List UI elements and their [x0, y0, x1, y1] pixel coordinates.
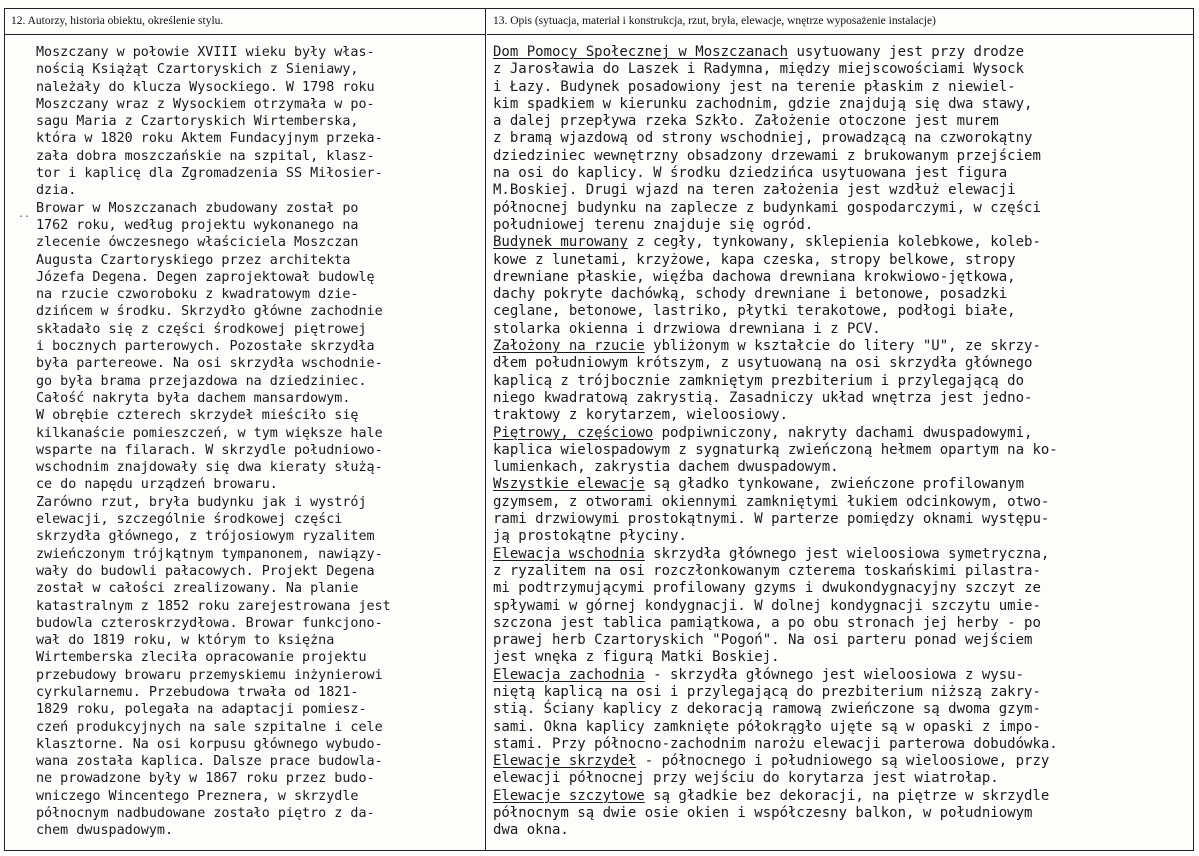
line-text: dwa okna.: [493, 822, 569, 839]
text-line: sagu Maria z Czartoryskich Wirtemberska,: [36, 114, 359, 130]
text-line: [493, 822, 1193, 839]
underlined-heading: Dom Pomocy Społecznej w Moszczanach: [493, 44, 789, 60]
text-line: [493, 79, 1193, 96]
text-line: nością Książąt Czartoryskich z Sieniawy,: [36, 62, 359, 78]
text-line: dzia.: [36, 183, 77, 199]
line-text: gzymsem, z otworami okiennymi zamkniętymi łukiem odcinkowym, otwo-: [493, 493, 1050, 510]
underlined-heading: Piętrowy, częściowo: [493, 424, 654, 441]
line-text: prawej herb Czartoryskich "Pogoń". Na osi parteru ponad wejściem: [493, 632, 1033, 649]
text-line: Zarówno rzut, bryła budynku jak i wystrój: [36, 494, 367, 510]
text-line: [493, 165, 1193, 182]
text-line: [493, 805, 1193, 822]
text-line: czeń produkcyjnych na sale szpitalne i cele: [36, 719, 383, 735]
text-line: zała dobra moszczańskie na szpital, klasz-: [36, 148, 375, 164]
line-text: i Łazy. Budynek posadowiony jest na terenie płaskim z niewiel-: [493, 78, 1016, 95]
margin-mark: ..: [18, 209, 31, 220]
text-line: [493, 788, 1193, 805]
line-text: kowe z lunetami, krzyżowe, kapa czeska, stropy belkowe, stropy: [493, 251, 1016, 268]
text-line: [493, 200, 1193, 217]
underlined-heading: Elewacje skrzydeł: [493, 753, 637, 770]
text-line: wał do 1819 roku, w którym to księżna: [36, 633, 335, 649]
line-text: rami drzwiowymi prostokątnymi. W parterze pomiędzy oknami występu-: [493, 511, 1050, 528]
text-line: [493, 770, 1193, 787]
text-line: dzińcem w środku. Skrzydło główne zachodnie: [36, 304, 383, 320]
line-text: podpiwniczony, nakryty dachami dwuspadowymi,: [653, 424, 1033, 441]
text-line: budowla czteroskrzydłowa. Browar funkcjono-: [36, 615, 383, 631]
line-text: południowej terenu znajduje się ogród.: [493, 216, 814, 233]
text-line: katastralnym z 1852 roku zarejestrowana jest: [36, 598, 391, 614]
text-line: [493, 753, 1193, 770]
text-line: [493, 476, 1193, 493]
description-text: [493, 44, 1193, 844]
underlined-heading: Założony na rzucie: [493, 338, 645, 355]
text-line: ce do napędu urządzeń browaru.: [36, 477, 278, 493]
text-line: [493, 252, 1193, 269]
text-line: ne prowadzone były w 1867 roku przez budo-: [36, 771, 375, 787]
text-line: [493, 182, 1193, 199]
text-line: [493, 355, 1193, 372]
text-line: północnym nadbudowane zostało piętro z da-: [36, 806, 375, 822]
text-line: [493, 546, 1193, 563]
line-text: stią. Ściany kaplicy z dekoracją ramową zwieńczone są dwoma gzym-: [493, 701, 1041, 718]
line-text: dziedziniec wewnętrzny obsadzony drzewami z brukowanym przejściem: [493, 147, 1041, 164]
text-line: [493, 373, 1193, 390]
line-text: niętą kaplicą na osi i przylegającą do prezbiterium niższą zakry-: [493, 683, 1041, 700]
text-line: [493, 113, 1193, 130]
text-line: 1762 roku, według projektu wykonanego na: [36, 217, 359, 233]
line-text: lumienkach, zakrystia dachem dwuspadowym.: [493, 459, 839, 476]
text-line: która w 1820 roku Aktem Fundacyjnym przeka-: [36, 131, 383, 147]
text-line: [493, 130, 1193, 147]
text-line: [493, 563, 1193, 580]
line-text: ybliżonym w kształcie do litery "U", ze skrzy-: [644, 338, 1041, 355]
text-line: [493, 701, 1193, 718]
text-line: [493, 528, 1193, 545]
text-line: cyrkularnemu. Przebudowa trwała od 1821-: [36, 684, 359, 700]
underlined-heading: Wszystkie elewacje: [493, 476, 645, 493]
text-line: należały do klucza Wysockiego. W 1798 roku: [36, 79, 375, 95]
line-text: kim spadkiem w kierunku zachodnim, gdzie znajdują się dwa stawy,: [493, 95, 1033, 112]
text-line: [493, 286, 1193, 303]
line-text: północnym są dwie osie okien i współczesny balkon, w południowym: [493, 805, 1033, 822]
text-line: Augusta Czartoryskiego przez architekta: [36, 252, 351, 268]
history-text: [36, 44, 484, 844]
text-line: został w całości zrealizowany. Na planie: [36, 581, 359, 597]
text-line: 1829 roku, polegała na adaptacji pomiesz-: [36, 702, 367, 718]
text-line: [493, 511, 1193, 528]
text-line: Browar w Moszczanach zbudowany został po: [36, 200, 359, 216]
text-line: była partereowe. Na osi skrzydła wschodnie-: [36, 356, 383, 372]
text-line: chem dwuspadowym.: [36, 823, 174, 839]
text-line: [493, 667, 1193, 684]
text-line: [493, 459, 1193, 476]
text-line: W obrębie czterech skrzydeł mieściło się: [36, 408, 359, 424]
underlined-heading: Elewacje szczytowe: [493, 787, 645, 804]
line-text: z Jarosławia do Laszek i Radymna, między miejscowościami Wysock: [493, 61, 1025, 78]
line-text: dłem południowym krótszym, z usytuowaną na osi skrzydła głównego: [493, 355, 1033, 372]
text-line: [493, 61, 1193, 78]
text-line: [493, 321, 1193, 338]
line-text: stolarka okienna i drzwiowa drewniana i z PCV.: [493, 320, 881, 337]
line-text: spływami w górnej kondygnacji. W dolnej kondygnacji szczytu umie-: [493, 597, 1041, 614]
line-text: dachy pokryte dachówką, schody drewniane i betonowe, posadzki: [493, 286, 1008, 303]
text-line: [493, 684, 1193, 701]
line-text: z cegły, tynkowany, sklepienia kolebkowe, koleb-: [627, 234, 1041, 251]
text-line: i bocznych parterowych. Pozostałe skrzydła: [36, 339, 375, 355]
text-line: składało się z części środkowej piętrowej: [36, 321, 367, 337]
line-text: elewacji północnej przy wejściu do korytarza jest wiatrołap.: [493, 770, 999, 787]
line-text: szczona jest tablica pamiątkowa, a po obu stronach jej herby - po: [493, 614, 1041, 631]
text-line: Całość nakryta była dachem mansardowym.: [36, 390, 351, 406]
text-line: [493, 338, 1193, 355]
text-line: [493, 442, 1193, 459]
text-line: [493, 148, 1193, 165]
text-line: Józefa Degena. Degen zaprojektował budowlę: [36, 269, 375, 285]
section-13-header: 13. Opis (sytuacja, materiał i konstrukcja, rzut, bryła, elewacje, wnętrze wyposażenie instalacje): [487, 9, 1193, 35]
column-divider: [485, 8, 486, 851]
text-line: wana została kaplica. Dalsze prace budowla-: [36, 754, 383, 770]
text-line: go była brama przejazdowa na dziedziniec.: [36, 373, 367, 389]
text-line: wsparte na filarach. W skrzydle południowo-: [36, 442, 383, 458]
line-text: północnej budynku na zaplecze z budynkami gospodarczymi, w części: [493, 199, 1041, 216]
underlined-heading: Elewacja zachodnia: [493, 666, 645, 683]
text-line: [493, 580, 1193, 597]
text-line: [493, 407, 1193, 424]
line-text: mi podtrzymującymi profilowany gzyms i dwukondygnacyjny szczyt ze: [493, 580, 1041, 597]
text-line: [493, 390, 1193, 407]
text-line: wschodnim znajdowały się dwa kieraty służą-: [36, 460, 383, 476]
line-text: są gładkie bez dekoracji, na piętrze w skrzydle: [644, 787, 1050, 804]
line-text: drewniane płaskie, więźba dachowa drewniana krokwiowo-jętkowa,: [493, 268, 1016, 285]
line-text: kaplica wielospadowym z sygnaturką zwieńczoną hełmem opartym na ko-: [493, 441, 1058, 458]
text-line: [493, 96, 1193, 113]
text-line: wniczego Wincentego Preznera, w skrzydle: [36, 788, 359, 804]
text-line: [493, 425, 1193, 442]
text-line: na rzucie czworoboku z kwadratowym dzie-: [36, 287, 359, 303]
line-text: są gładko tynkowane, zwieńczone profilowanym: [644, 476, 1025, 493]
text-line: [493, 615, 1193, 632]
text-line: elewacji, szczególnie środkowej części: [36, 512, 343, 528]
line-text: ją prostokątne płyciny.: [493, 528, 687, 545]
text-line: [493, 217, 1193, 234]
line-text: M.Boskiej. Drugi wjazd na teren założenia jest wzdłuż elewacji: [493, 182, 1016, 199]
line-text: z ryzalitem na osi rozczłonkowanym czterema toskańskimi pilastra-: [493, 562, 1041, 579]
line-text: jest wnęka z figurą Matki Boskiej.: [493, 649, 780, 666]
text-line: [493, 303, 1193, 320]
text-line: [493, 234, 1193, 251]
text-line: [493, 649, 1193, 666]
text-line: kilkanaście pomieszczeń, w tym większe hale: [36, 425, 383, 441]
line-text: na osi do kaplicy. W środku dziedzińca usytuowana jest figura: [493, 165, 1008, 182]
line-text: sami. Okna kaplicy zamknięte półokrągło ujęte są w opaski z impo-: [493, 718, 1041, 735]
text-line: przebudowy browaru przemyskiemu inżynierowi: [36, 667, 383, 683]
line-text: - skrzydła głównego jest wieloosiowa z wysu-: [644, 666, 1025, 683]
text-line: [493, 736, 1193, 753]
text-line: zlecenie ówczesnego właściciela Moszczan: [36, 235, 359, 251]
line-text: ceglane, betonowe, lastriko, płytki terakotowe, podłogi białe,: [493, 303, 1016, 320]
line-text: kaplicą z trójbocznie zamkniętym prezbiterium i przylegającą do: [493, 372, 1025, 389]
line-text: skrzydła głównego jest wieloosiowa symetryczna,: [644, 545, 1050, 562]
text-line: skrzydła głównego, z trójosiowym ryzalitem: [36, 529, 375, 545]
text-line: Moszczany w połowie XVIII wieku były włas-: [36, 45, 375, 60]
text-line: [493, 269, 1193, 286]
text-line: [493, 598, 1193, 615]
text-line: Wirtemberska zleciła opracowanie projektu: [36, 650, 367, 666]
line-text: a dalej przepływa rzeka Szkło. Założenie otoczone jest murem: [493, 113, 999, 130]
line-text: usytuowany jest przy drodze: [788, 44, 1025, 60]
text-line: klasztorne. Na osi korpusu głównego wybudo-: [36, 736, 383, 752]
text-line: [493, 494, 1193, 511]
line-text: stami. Przy północno-zachodnim narożu elewacji parterowa dobudówka.: [493, 735, 1058, 752]
underlined-heading: Budynek murowany: [493, 234, 628, 251]
text-line: tor i kaplicę dla Zgromadzenia SS Miłosier-: [36, 166, 383, 182]
text-line: zwieńczonym trójkątnym tympanonem, nawiązy-: [36, 546, 383, 562]
text-line: [493, 719, 1193, 736]
text-line: [493, 632, 1193, 649]
line-text: z bramą wjazdową od strony wschodniej, prowadzącą na czworokątny: [493, 130, 1033, 147]
section-12-header: 12. Autorzy, historia obiektu, określenie stylu.: [5, 9, 485, 35]
line-text: niego kwadratową zakrystią. Zasadniczy układ wnętrza jest jedno-: [493, 389, 1033, 406]
underlined-heading: Elewacja wschodnia: [493, 545, 645, 562]
text-line: Moszczany wraz z Wysockiem otrzymała w po-: [36, 96, 375, 112]
text-line: wały do budowli pałacowych. Projekt Degena: [36, 563, 375, 579]
line-text: - północnego i południowego są wieloosiowe, przy: [636, 753, 1050, 770]
text-line: [493, 44, 1193, 61]
line-text: traktowy z korytarzem, wieloosiowy.: [493, 407, 789, 424]
